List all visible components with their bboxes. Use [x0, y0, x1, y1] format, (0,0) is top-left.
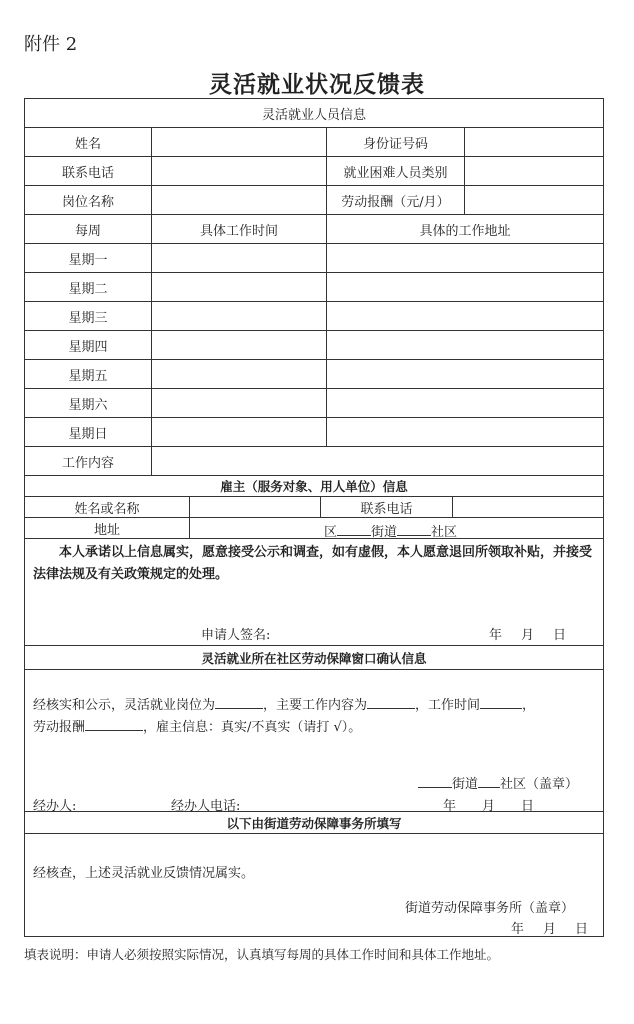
employer-phone-label: 联系电话: [320, 497, 452, 517]
day-row: [25, 331, 603, 360]
section4-header-row: [25, 812, 603, 834]
section4-header: 以下由街道劳动保障事务所填写: [226, 815, 402, 831]
section2-header-row: [25, 476, 603, 497]
day-label: 星期四: [68, 339, 108, 355]
day-label: 星期二: [68, 281, 108, 297]
attachment-label: 附件 2: [24, 34, 78, 55]
section1-header-row: [25, 99, 603, 128]
instructions-note: 填表说明：申请人必须按照实际情况，认真填写每周的具体工作时间和具体工作地址。: [24, 947, 500, 962]
category-label: 就业困难人员类别: [326, 157, 464, 185]
employer-name-label: 姓名或名称: [74, 501, 140, 517]
handler-phone-label: 经办人电话:: [171, 799, 241, 814]
id-field[interactable]: [464, 128, 603, 156]
employer-name-row: [25, 497, 603, 518]
day-address-field[interactable]: [326, 418, 603, 446]
form-title: 灵活就业状况反馈表: [209, 71, 425, 98]
street-office-date: 年 月 日: [511, 922, 592, 937]
section3-header-row: [25, 646, 603, 670]
employer-phone-field[interactable]: [452, 497, 603, 517]
post-field[interactable]: [151, 186, 326, 214]
employer-address-field[interactable]: [189, 518, 603, 538]
pay-label: 劳动报酬（元/月）: [326, 186, 464, 214]
day-row: [25, 302, 603, 331]
day-row: [25, 273, 603, 302]
district-label: 区: [324, 525, 338, 540]
pledge-text: 本人承诺以上信息属实，愿意接受公示和调查，如有虚假，本人愿意退回所领取补贴，并接受法律法规及有关政策规定的处理。: [33, 545, 593, 582]
id-label: 身份证号码: [326, 128, 464, 156]
day-label: 星期日: [68, 426, 108, 442]
day-address-field[interactable]: [326, 389, 603, 417]
signature-date: 年 月 日: [489, 628, 570, 643]
day-label: 星期三: [68, 310, 108, 326]
day-address-field[interactable]: [326, 302, 603, 330]
day-label: 星期一: [68, 252, 108, 268]
section3-header: 灵活就业所在社区劳动保障窗口确认信息: [201, 650, 427, 666]
pay-field[interactable]: [464, 186, 603, 214]
day-time-field[interactable]: [151, 389, 326, 417]
community-confirm-row: [25, 670, 603, 812]
address-column-label: 具体的工作地址: [326, 215, 603, 243]
work-content-field[interactable]: [151, 447, 603, 475]
day-time-field[interactable]: [151, 273, 326, 301]
section1-header: 灵活就业人员信息: [261, 107, 366, 123]
day-address-field[interactable]: [326, 360, 603, 388]
employer-address-label: 地址: [93, 522, 120, 538]
street-office-seal: 街道劳动保障事务所（盖章）: [405, 901, 575, 916]
feedback-form: [24, 98, 604, 937]
day-row: [25, 244, 603, 273]
day-row: [25, 389, 603, 418]
phone-row: [25, 157, 603, 186]
day-address-field[interactable]: [326, 331, 603, 359]
phone-label: 联系电话: [61, 165, 114, 181]
name-field[interactable]: [151, 128, 326, 156]
day-row: [25, 360, 603, 389]
post-row: [25, 186, 603, 215]
name-row: [25, 128, 603, 157]
day-time-field[interactable]: [151, 360, 326, 388]
confirm-date: 年 月 日: [443, 799, 535, 814]
week-header-row: [25, 215, 603, 244]
community-label: 社区: [431, 525, 458, 540]
work-content-row: [25, 447, 603, 476]
community-seal: 街道 社区（盖章）: [418, 773, 578, 792]
section2-header: 雇主（服务对象、用人单位）信息: [220, 479, 408, 494]
day-time-field[interactable]: [151, 244, 326, 272]
time-column-label: 具体工作时间: [151, 215, 326, 243]
day-time-field[interactable]: [151, 302, 326, 330]
confirm-line-2: 劳动报酬 ，雇主信息：真实/不真实（请打 √）。: [33, 720, 362, 735]
signature-label: 申请人签名:: [201, 628, 271, 643]
work-content-label: 工作内容: [61, 455, 114, 471]
pledge-row: [25, 539, 603, 646]
employer-address-row: [25, 518, 603, 539]
street-office-text: 经核查，上述灵活就业反馈情况属实。: [33, 866, 255, 881]
employer-name-field[interactable]: [189, 497, 320, 517]
day-time-field[interactable]: [151, 331, 326, 359]
week-label: 每周: [74, 223, 101, 239]
day-address-field[interactable]: [326, 273, 603, 301]
street-office-row: [25, 834, 603, 936]
category-field[interactable]: [464, 157, 603, 185]
street-label: 街道: [371, 525, 398, 540]
day-label: 星期五: [68, 368, 108, 384]
day-row: [25, 418, 603, 447]
confirm-line-1: 经核实和公示，灵活就业岗位为 ，主要工作内容为 ，工作时间 ，: [33, 698, 536, 713]
day-label: 星期六: [68, 397, 108, 413]
handler-label: 经办人:: [33, 799, 77, 814]
day-time-field[interactable]: [151, 418, 326, 446]
name-label: 姓名: [74, 136, 101, 152]
post-label: 岗位名称: [61, 194, 114, 210]
day-address-field[interactable]: [326, 244, 603, 272]
phone-field[interactable]: [151, 157, 326, 185]
